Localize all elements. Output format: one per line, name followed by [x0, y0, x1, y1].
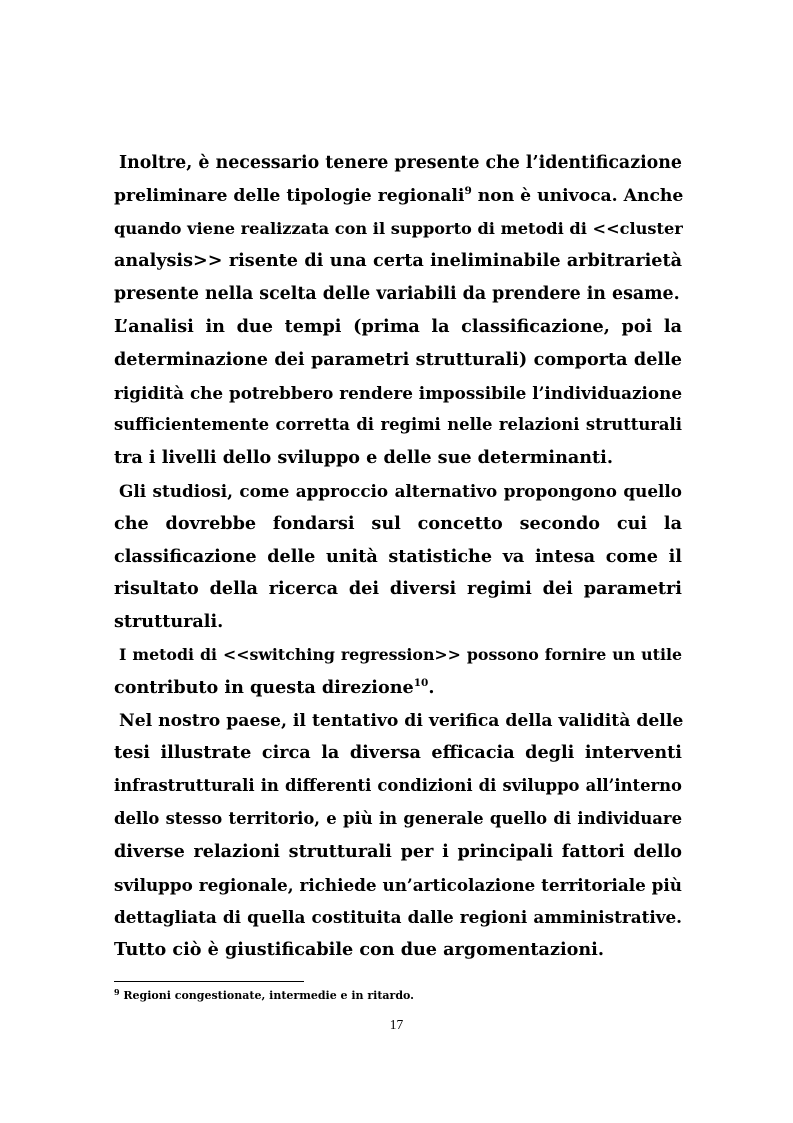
- line-text: determinazione dei parametri strutturali) comporta delle: [114, 348, 682, 370]
- line-text: diverse relazioni strutturali per i principali fattori dello: [114, 840, 682, 862]
- line-text: rigidità che potrebbero rendere impossibile l’individuazione: [114, 382, 682, 403]
- line-text: dettagliata di quella costituita dalle regioni amministrative.: [114, 907, 682, 928]
- line-text: preliminare delle tipologie regionali: [114, 185, 465, 206]
- text-line: [114, 672, 682, 705]
- line-text: Inoltre, è necessario tenere presente che l’identificazione: [119, 153, 682, 173]
- line-text: Gli studiosi, come approccio alternativo propongono quello: [119, 480, 682, 501]
- line-text: L’analisi in due tempi (prima la classificazione, poi la: [114, 315, 682, 337]
- text-line: [114, 606, 682, 639]
- paragraph: [114, 147, 682, 311]
- text-line: [114, 869, 682, 902]
- text-line: [114, 475, 682, 508]
- text-line: [114, 770, 682, 803]
- line-text: sviluppo regionale, richiede un’articolazione territoriale più: [114, 874, 682, 895]
- footnote-reference: 9: [464, 184, 472, 197]
- text-line: [114, 705, 682, 738]
- text-line: [114, 278, 682, 311]
- line-text: .: [428, 676, 435, 698]
- text-line: [114, 442, 682, 475]
- paragraph: [114, 475, 682, 639]
- text-line: [114, 803, 682, 836]
- text-line: [114, 541, 682, 574]
- page-number: 17: [389, 1017, 404, 1032]
- line-text: classificazione delle unità statistiche va intesa come il: [114, 545, 682, 567]
- text-line: [114, 934, 682, 967]
- text-line: [114, 377, 682, 410]
- text-line: [114, 180, 682, 213]
- footnote-text: Regioni congestionate, intermedie e in ritardo.: [119, 989, 414, 1002]
- text-line: [114, 836, 682, 869]
- text-line: [114, 245, 682, 278]
- footnote: [114, 988, 682, 1004]
- paragraph: [114, 311, 682, 475]
- text-line: [114, 311, 682, 344]
- line-text: I metodi di <<switching regression>> possono fornire un utile: [119, 644, 682, 664]
- line-text: sufficientemente corretta di regimi nelle relazioni strutturali: [114, 415, 682, 435]
- line-text: Tutto ciò è giustificabile con due argomentazioni.: [114, 939, 604, 961]
- line-text: strutturali.: [114, 611, 224, 633]
- line-text: non è univoca. Anche: [471, 185, 684, 206]
- footnote-marker: 9: [114, 987, 120, 997]
- paragraph: [114, 705, 682, 967]
- text-line: [114, 901, 682, 934]
- line-text: quando viene realizzata con il supporto di metodi di <<cluster: [114, 218, 683, 238]
- paragraph: [114, 639, 682, 705]
- text-line: [114, 508, 682, 541]
- footnote-reference: 10: [413, 676, 429, 689]
- text-line: [114, 409, 682, 442]
- text-line: [114, 147, 682, 180]
- line-text: contributo in questa direzione: [114, 676, 414, 698]
- text-line: [114, 639, 682, 672]
- footnote-separator: [114, 981, 304, 982]
- text-line: [114, 344, 682, 377]
- line-text: tesi illustrate circa la diversa efficacia degli interventi: [114, 742, 682, 764]
- line-text: tra i livelli dello sviluppo e delle sue determinanti.: [114, 447, 613, 469]
- line-text: Nel nostro paese, il tentativo di verifica della validità delle: [119, 710, 684, 731]
- text-line: [114, 573, 682, 606]
- line-text: dello stesso territorio, e più in generale quello di individuare: [114, 808, 682, 828]
- line-text: risultato della ricerca dei diversi regimi dei parametri: [114, 578, 682, 600]
- body-text: [114, 147, 682, 967]
- text-line: [114, 737, 682, 770]
- line-text: presente nella scelta delle variabili da prendere in esame.: [114, 284, 680, 305]
- text-line: [114, 213, 682, 246]
- line-text: infrastrutturali in differenti condizioni di sviluppo all’interno: [114, 776, 682, 796]
- line-text: che dovrebbe fondarsi sul concetto secondo cui la: [114, 512, 682, 534]
- line-text: analysis>> risente di una certa ineliminabile arbitrarietà: [114, 250, 682, 272]
